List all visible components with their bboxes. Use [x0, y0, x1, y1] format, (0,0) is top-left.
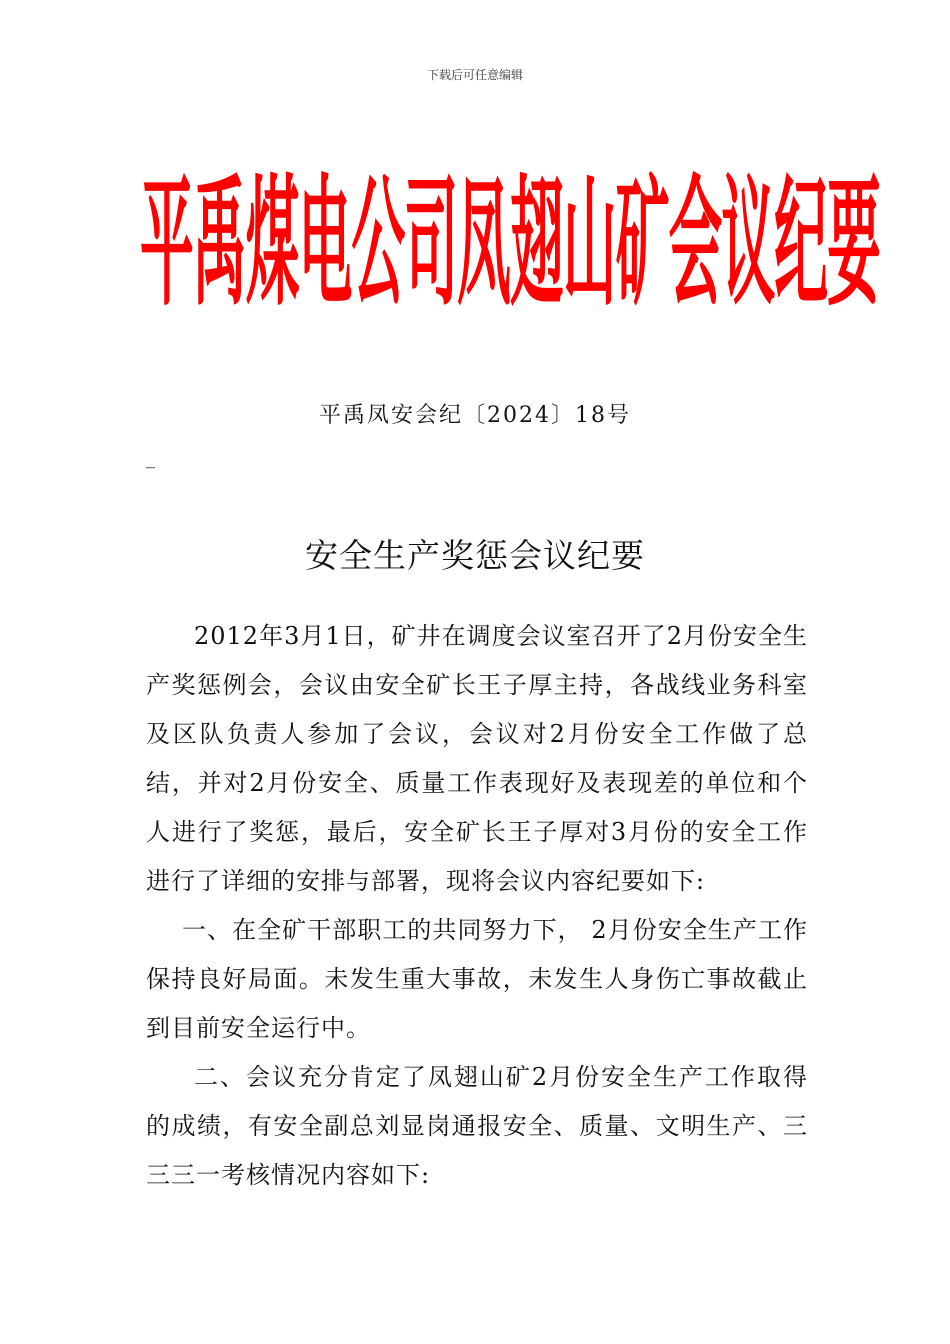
- paragraph-3: 二、会议充分肯定了凤翅山矿2月份安全生产工作取得的成绩，有安全副总刘显岗通报安全、质量、文明生产、三三三一考核情况内容如下:: [146, 1063, 808, 1189]
- red-head-title: 平禹煤电公司凤翅山矿会议纪要: [140, 165, 880, 326]
- document-title: 安全生产奖惩会议纪要: [305, 536, 645, 575]
- underscore-mark: _: [146, 448, 155, 469]
- paragraph-1: 2012年3月1日，矿井在调度会议室召开了2月份安全生产奖惩例会，会议由安全矿长王子厚主持，各战线业务科室及区队负责人参加了会议，会议对2月份安全工作做了总结，并对2月份安全、质量工作表现好及表现差的单位和个人进行了奖惩，最后，安全矿长王子厚对3月份的安全工作进行了详细的安排与部署，现将会议内容纪要如下:: [146, 622, 808, 895]
- document-number: 平禹凤安会纪〔2024〕18号: [319, 403, 631, 428]
- paragraph-2: 一、在全矿干部职工的共同努力下， 2月份安全生产工作保持良好局面。未发生重大事故，未发生人身伤亡事故截止到目前安全运行中。: [146, 916, 808, 1042]
- red-head-banner: [140, 165, 880, 340]
- header-note: 下载后可任意编辑: [426, 68, 523, 82]
- document-body: [146, 612, 808, 1200]
